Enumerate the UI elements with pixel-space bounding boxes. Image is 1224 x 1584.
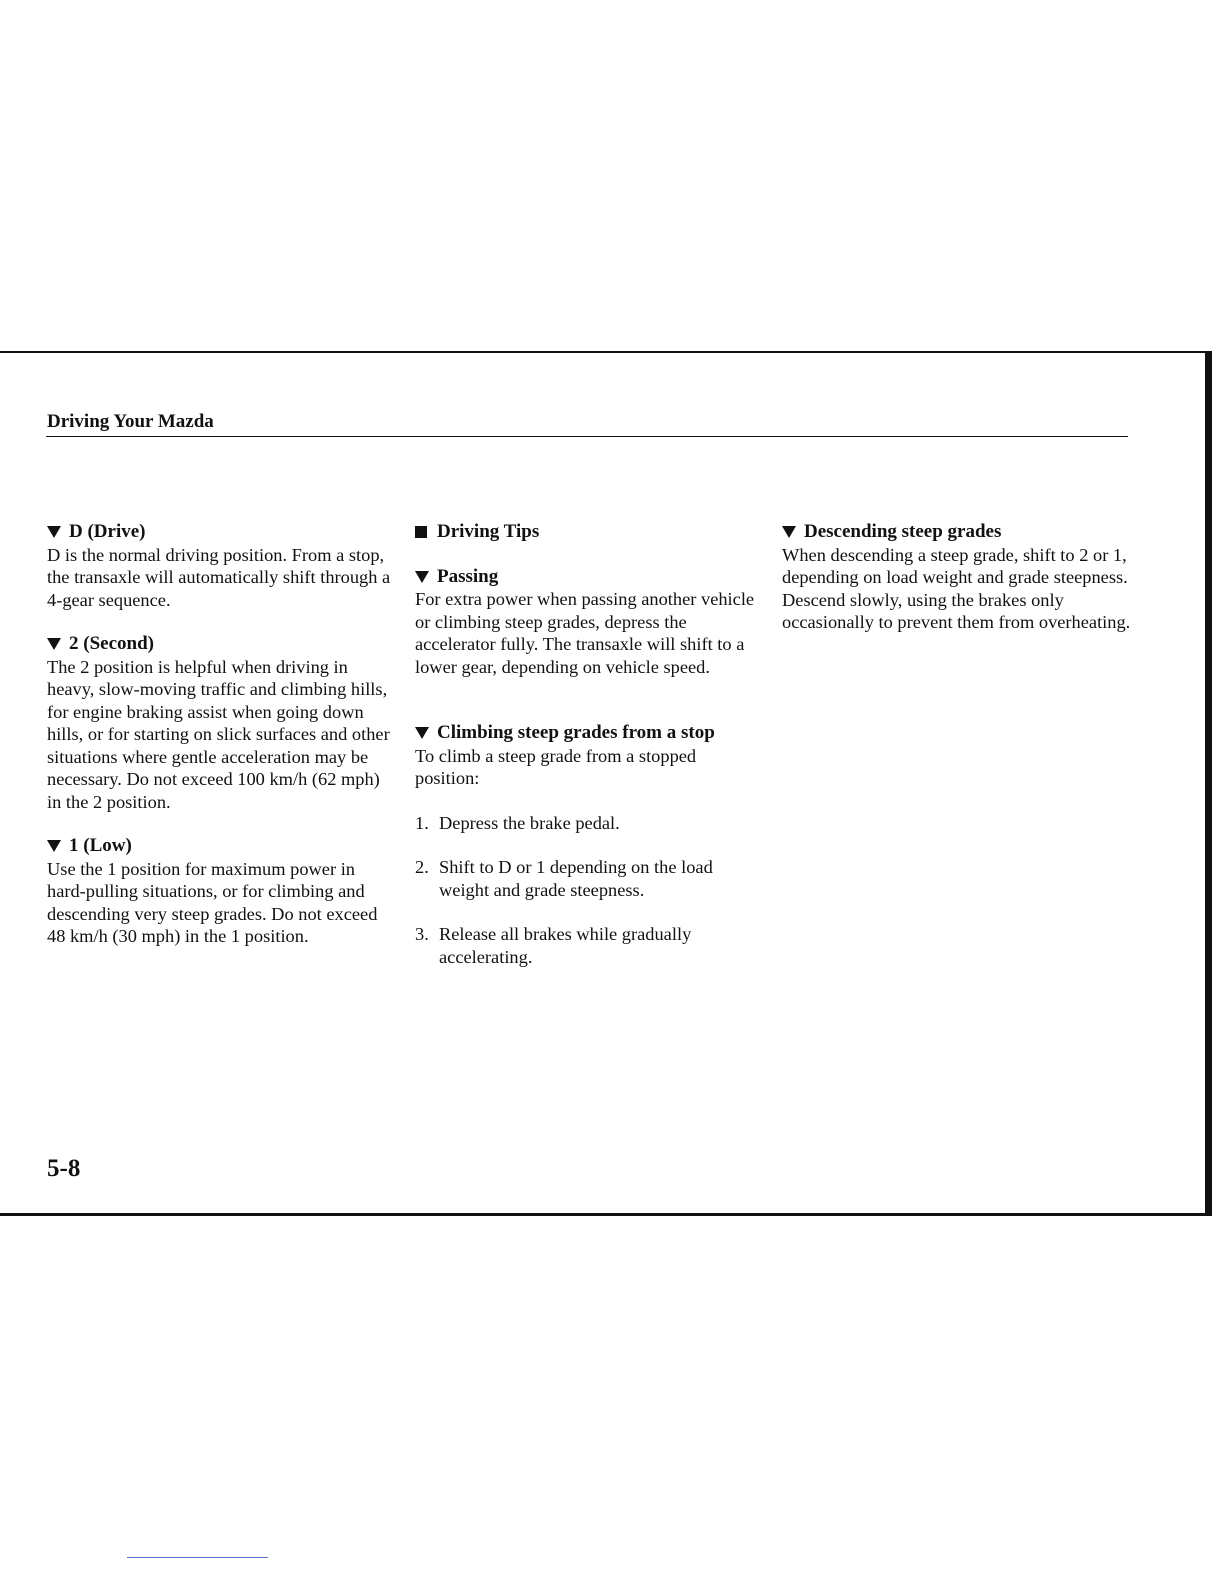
list-text: Release all brakes while gradually accelerating. xyxy=(439,924,692,967)
paragraph-second: The 2 position is helpful when driving in heavy, slow-moving traffic and climbing hills, for engine braking assist when going down hills, or for starting on slick surfaces and other situations where gentle acceleration may be necessary. Do not exceed 100 km/h (62 mph) in the 2 position. xyxy=(47,656,390,812)
paragraph-low: Use the 1 position for maximum power in hard-pulling situations, or for climbing and descending very steep grades. Do not exceed 48 km/h (30 mph) in the 1 position. xyxy=(47,858,378,946)
heading-climbing xyxy=(415,722,765,745)
column-middle xyxy=(415,521,765,968)
triangle-bullet-icon xyxy=(47,840,61,852)
list-number: 1. xyxy=(415,812,429,833)
column-right xyxy=(782,521,1132,634)
heading-driving-tips xyxy=(415,521,765,544)
page-bottom-rule xyxy=(0,1213,1212,1216)
list-number: 3. xyxy=(415,924,429,944)
triangle-bullet-icon xyxy=(415,727,429,739)
heading-drive-label: D (Drive) xyxy=(69,521,146,542)
list-text: Depress the brake pedal. xyxy=(439,812,620,833)
list-item xyxy=(415,923,765,968)
header-rule xyxy=(46,436,1128,437)
page-number: 5-8 xyxy=(47,1155,81,1182)
heading-passing-label: Passing xyxy=(437,565,499,587)
column-left xyxy=(47,521,397,948)
link-underline xyxy=(127,1557,268,1558)
page-edge-bar xyxy=(1205,351,1212,1216)
heading-low-label: 1 (Low) xyxy=(69,835,132,856)
list-text: Shift to D or 1 depending on the load weight and grade steepness. xyxy=(439,857,713,900)
square-bullet-icon xyxy=(415,526,427,538)
paragraph-descending: When descending a steep grade, shift to 2 or 1, depending on load weight and grade steepness. Descend slowly, using the brakes only occasionally to prevent them from overheating. xyxy=(782,544,1131,632)
heading-second-label: 2 (Second) xyxy=(69,633,154,654)
paragraph-climbing-intro: To climb a steep grade from a stopped position: xyxy=(415,745,697,788)
paragraph-passing: For extra power when passing another vehicle or climbing steep grades, depress the accelerator fully. The transaxle will shift to a lower gear, depending on vehicle speed. xyxy=(415,589,755,677)
page-top-rule xyxy=(0,351,1212,353)
heading-descending xyxy=(782,521,1132,544)
triangle-bullet-icon xyxy=(47,638,61,650)
heading-descending-label: Descending steep grades xyxy=(804,521,1002,542)
section-title: Driving Your Mazda xyxy=(47,411,214,432)
heading-climbing-label: Climbing steep grades from a stop xyxy=(437,722,715,743)
heading-passing xyxy=(415,566,765,589)
list-number: 2. xyxy=(415,857,429,877)
triangle-bullet-icon xyxy=(415,571,429,583)
triangle-bullet-icon xyxy=(47,526,61,538)
heading-low xyxy=(47,835,397,858)
list-item xyxy=(415,856,765,901)
paragraph-drive: D is the normal driving position. From a stop, the transaxle will automatically shift through a 4-gear sequence. xyxy=(47,544,391,610)
heading-second xyxy=(47,633,397,656)
heading-driving-tips-label: Driving Tips xyxy=(437,521,540,542)
list-item xyxy=(415,812,765,835)
heading-drive xyxy=(47,521,397,544)
triangle-bullet-icon xyxy=(782,526,796,538)
